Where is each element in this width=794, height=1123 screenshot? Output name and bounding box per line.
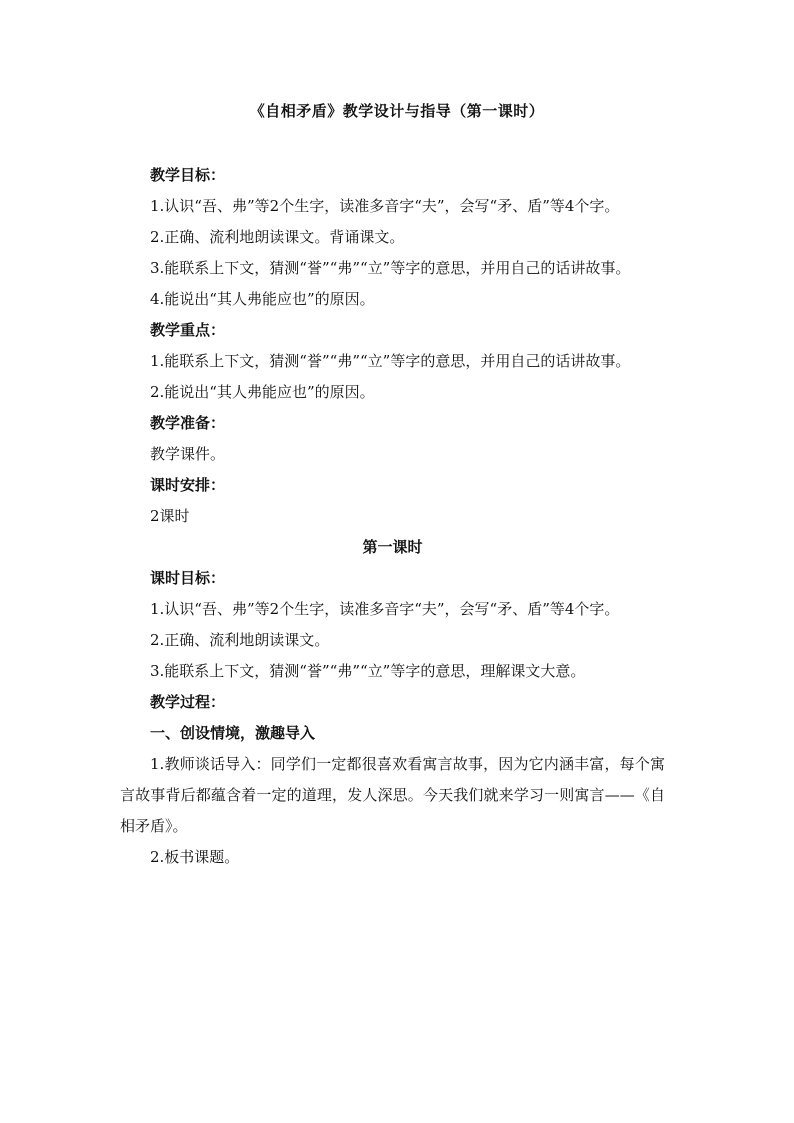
section-title: 第一课时 bbox=[362, 538, 423, 556]
paragraph: 1.认识“吾、弗”等2个生字，读准多音字“夫”，会写“矛、盾”等4个字。 bbox=[150, 600, 620, 618]
paragraph: 2.正确、流利地朗读课文。背诵课文。 bbox=[150, 228, 405, 246]
paragraph-heading: 教学重点： bbox=[150, 321, 226, 339]
paragraph: 2.板书课题。 bbox=[150, 848, 240, 866]
paragraph: 2.能说出“其人弗能应也”的原因。 bbox=[150, 383, 375, 401]
paragraph-heading: 一、创设情境，激趣导入 bbox=[150, 724, 316, 742]
paragraph-heading: 课时安排： bbox=[150, 476, 226, 494]
paragraph-heading: 课时目标： bbox=[150, 569, 226, 587]
document-body bbox=[120, 160, 665, 873]
paragraph-heading: 教学准备： bbox=[150, 414, 226, 432]
paragraph: 3.能联系上下文，猜测“誉”“弗”“立”等字的意思，理解课文大意。 bbox=[150, 662, 586, 680]
paragraph: 2.正确、流利地朗读课文。 bbox=[150, 631, 330, 649]
paragraph: 教学课件。 bbox=[150, 445, 226, 463]
paragraph-heading: 教学过程： bbox=[150, 693, 226, 711]
paragraph: 3.能联系上下文，猜测“誉”“弗”“立”等字的意思，并用自己的话讲故事。 bbox=[150, 259, 631, 277]
paragraph: 1.能联系上下文，猜测“誉”“弗”“立”等字的意思，并用自己的话讲故事。 bbox=[150, 352, 631, 370]
paragraph: 1.认识“吾、弗”等2个生字，读准多音字“夫”，会写“矛、盾”等4个字。 bbox=[150, 197, 620, 215]
document-title: 《自相矛盾》教学设计与指导（第一课时） bbox=[249, 102, 545, 120]
paragraph: 2课时 bbox=[150, 507, 190, 525]
paragraph: 4.能说出“其人弗能应也”的原因。 bbox=[150, 290, 375, 308]
paragraph: 1.教师谈话导入：同学们一定都很喜欢看寓言故事，因为它内涵丰富，每个寓言故事背后都蕴含着一定的道理，发人深思。今天我们就来学习一则寓言——《自相矛盾》。 bbox=[120, 755, 665, 835]
paragraph-heading: 教学目标： bbox=[150, 166, 226, 184]
